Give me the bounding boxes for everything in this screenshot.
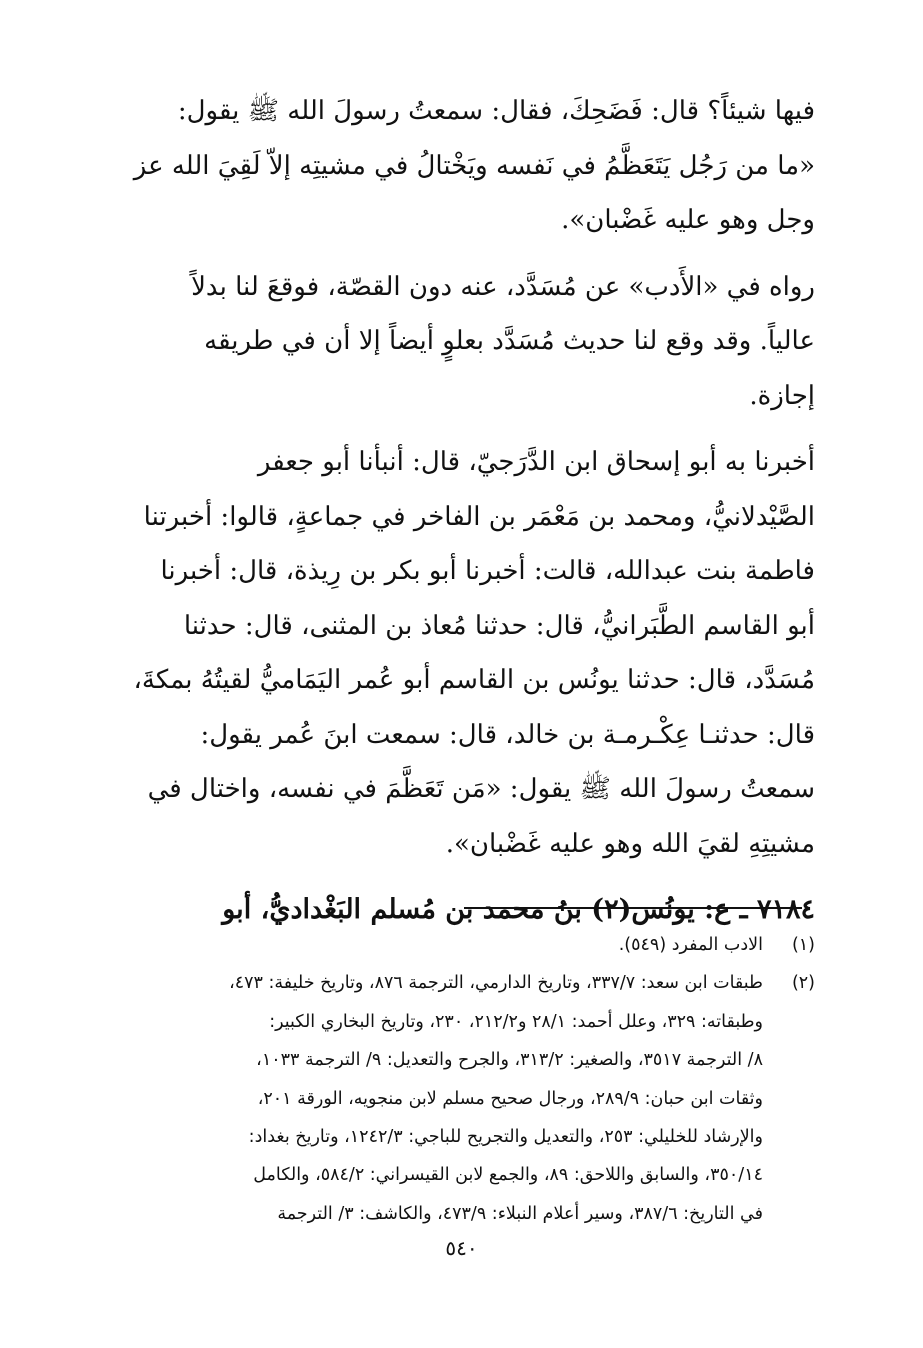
text-line: فاطمة بنت عبدالله، قالت: أخبرنا أبو بكر بن رِيذة، قال: أخبرنا (160, 556, 815, 586)
text-line: فيها شيئاً؟ قال: فَضَحِكَ، فقال: سمعتُ رسولَ الله ﷺ يقول: (177, 96, 815, 126)
paragraph-gap (115, 871, 815, 883)
footnote-line: في التاريخ: ٣٨٧/٦، وسير أعلام النبلاء: ٤٧٣/٩، والكاشف: ٣/ الترجمة (277, 1203, 763, 1224)
paragraph-gap (115, 423, 815, 435)
footnote-number: (١) (791, 935, 815, 955)
footnote-2 (115, 964, 815, 1002)
footnote-text: الادب المفرد (٥٤٩). (618, 935, 763, 955)
footnote-line: وثقات ابن حبان: ٢٨٩/٩، ورجال صحيح مسلم لابن منجويه، الورقة ٢٠١، (257, 1088, 763, 1109)
paragraph-3 (115, 435, 815, 871)
text-line: مُسَدَّد، قال: حدثنا يونُس بن القاسم أبو عُمر اليَمَاميُّ لقيتُهُ بمكةَ، (133, 665, 815, 695)
paragraph-gap (115, 248, 815, 260)
text-line: إجازة. (749, 380, 815, 411)
footnote-line: ٣٥٠/١٤، والسابق واللاحق: ٨٩، والجمع لابن القيسراني: ٥٨٤/٢، والكامل (253, 1165, 763, 1186)
paragraph-1 (115, 84, 815, 248)
text-line: رواه في «الأَدب» عن مُسَدَّد، عنه دون القصّة، فوقعَ لنا بدلاً (191, 271, 815, 302)
text-line: قال: حدثنـا عِكْـرمـة بن خالد، قال: سمعت ابنَ عُمر يقول: (200, 719, 815, 750)
text-line: عالياً. وقد وقع لنا حديث مُسَدَّد بعلوٍ أيضاً إلا أن في طريقه (204, 326, 815, 356)
footnote-line: ٨/ الترجمة ٣٥١٧، والصغير: ٣١٣/٢، والجرح والتعديل: ٩/ الترجمة ١٠٣٣، (256, 1050, 763, 1071)
text-line: الصَّيْدلانيُّ، ومحمد بن مَعْمَر بن الفاخر في جماعةٍ، قالوا: أخبرتنا (143, 501, 815, 532)
paragraph-2 (115, 260, 815, 424)
text-line: مشيتِهِ لقيَ الله وهو عليه غَضْبان». (445, 828, 815, 859)
footnote-text: طبقات ابن سعد: ٣٣٧/٧، وتاريخ الدارمي، الترجمة ٨٧٦، وتاريخ خليفة: ٤٧٣، (229, 973, 763, 994)
footnote-line: وطبقاته: ٣٢٩، وعلل أحمد: ٢٨/١ و٢١٢/٢، ٢٣٠، وتاريخ البخاري الكبير: (269, 1011, 763, 1032)
text-line: أبو القاسم الطَّبَرانيُّ، قال: حدثنا مُعاذ بن المثنى، قال: حدثنا (183, 610, 815, 641)
text-line: أخبرنا به أبو إسحاق ابن الدَّرَجيّ، قال: أنبأنا أبو جعفر (257, 447, 815, 477)
text-line: «ما من رَجُل يَتَعَظَّمُ في نَفسه ويَخْتالُ في مشيتِه إلاّ لَقِيَ الله عز (133, 150, 815, 181)
footnote-1 (115, 926, 815, 964)
main-text (115, 84, 815, 938)
entry-line: ٧١٨٤ ـ ع: يونُس(٢) بنُ محمد بن مُسلم البَغْداديُّ، أبو (222, 894, 815, 925)
text-line: سمعتُ رسولَ الله ﷺ يقول: «مَن تَعَظَّمَ في نفسه، واختال في (147, 774, 815, 804)
page-number: ٥٤٠ (445, 1236, 478, 1260)
text-line: وجل وهو عليه غَضْبان». (561, 205, 815, 235)
footnote-separator (464, 907, 802, 909)
footnotes (115, 926, 815, 1233)
footnote-number: (٢) (791, 973, 815, 994)
footnote-line: والإرشاد للخليلي: ٢٥٣، والتعديل والتجريح للباجي: ١٢٤٢/٣، وتاريخ بغداد: (248, 1127, 763, 1148)
